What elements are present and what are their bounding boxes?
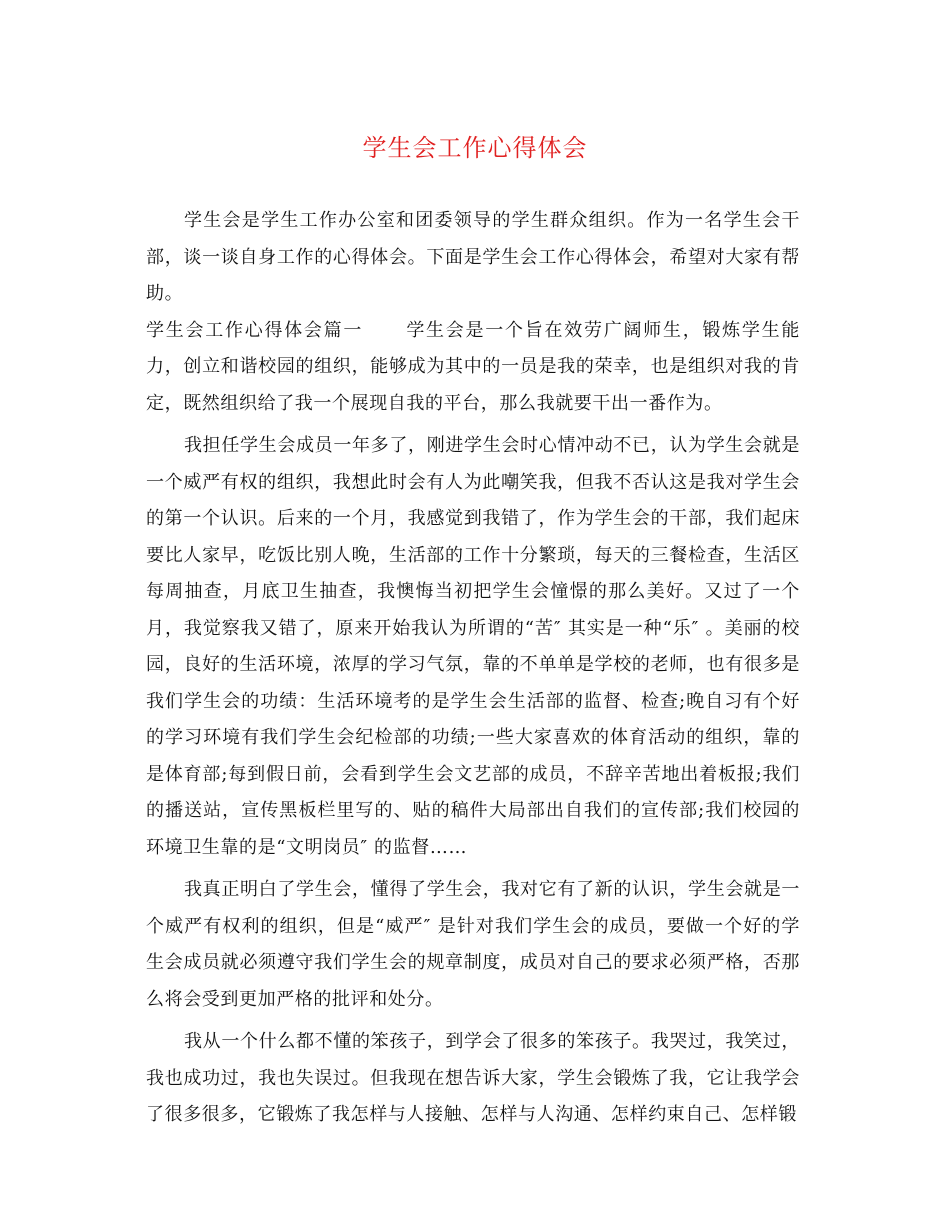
document-body [146, 203, 800, 1134]
body-paragraph-3: 我从一个什么都不懂的笨孩子，到学会了很多的笨孩子。我哭过，我笑过，我也成功过，我也失误过。但我现在想告诉大家，学生会锻炼了我，它让我学会了很多很多，它锻炼了我怎样与人接触、怎样与人沟通、怎样约束自己、怎样锻 [146, 1031, 800, 1125]
body-paragraph-1: 我担任学生会成员一年多了，刚进学生会时心情冲动不已，认为学生会就是一个威严有权的组织，我想此时会有人为此嘲笑我，但我不否认这是我对学生会的第一个认识。后来的一个月，我感觉到我错了，作为学生会的干部，我们起床要比人家早，吃饭比别人晚，生活部的工作十分繁琐，每天的三餐检查，生活区每周抽查，月底卫生抽查，我懊悔当初把学生会憧憬的那么美好。又过了一个月，我觉察我又错了，原来开始我认为所谓的“苦″ 其实是一种“乐″ 。美丽的校园，良好的生活环境，浓厚的学习气氛，靠的不单单是学校的老师，也有很多是我们学生会的功绩：生活环境考的是学生会生活部的监督、检查;晚自习有个好的学习环境有我们学生会纪检部的功绩;一些大家喜欢的体育活动的组织，靠的是体育部;每到假日前，会看到学生会文艺部的成员，不辞辛苦地出着板报;我们的播送站，宣传黑板栏里写的、贴的稿件大局部出自我们的宣传部;我们校园的环境卫生靠的是“文明岗员″ 的监督…… [146, 435, 800, 858]
document-title: 学生会工作心得体会 [362, 134, 588, 162]
body-paragraph-2: 我真正明白了学生会，懂得了学生会，我对它有了新的认识，学生会就是一个威严有权利的组织，但是“威严″ 是针对我们学生会的成员，要做一个好的学生会成员就必须遵守我们学生会的规章制度，成员对自己的要求必须严格，否那么将会受到更加严格的批评和处分。 [146, 879, 800, 1010]
section-one-paragraph [146, 313, 800, 423]
section-heading: 学生会工作心得体会篇一 [146, 319, 364, 341]
intro-paragraph: 学生会是学生工作办公室和团委领导的学生群众组织。作为一名学生会干部，谈一谈自身工作的心得体会。下面是学生会工作心得体会，希望对大家有帮助。 [146, 210, 800, 304]
section-first-paragraph: 学生会是一个旨在效劳广阔师生，锻炼学生能力，创立和谐校园的组织，能够成为其中的一员是我的荣幸，也是组织对我的肯定，既然组织给了我一个展现自我的平台，那么我就要干出一番作为。 [146, 319, 801, 414]
